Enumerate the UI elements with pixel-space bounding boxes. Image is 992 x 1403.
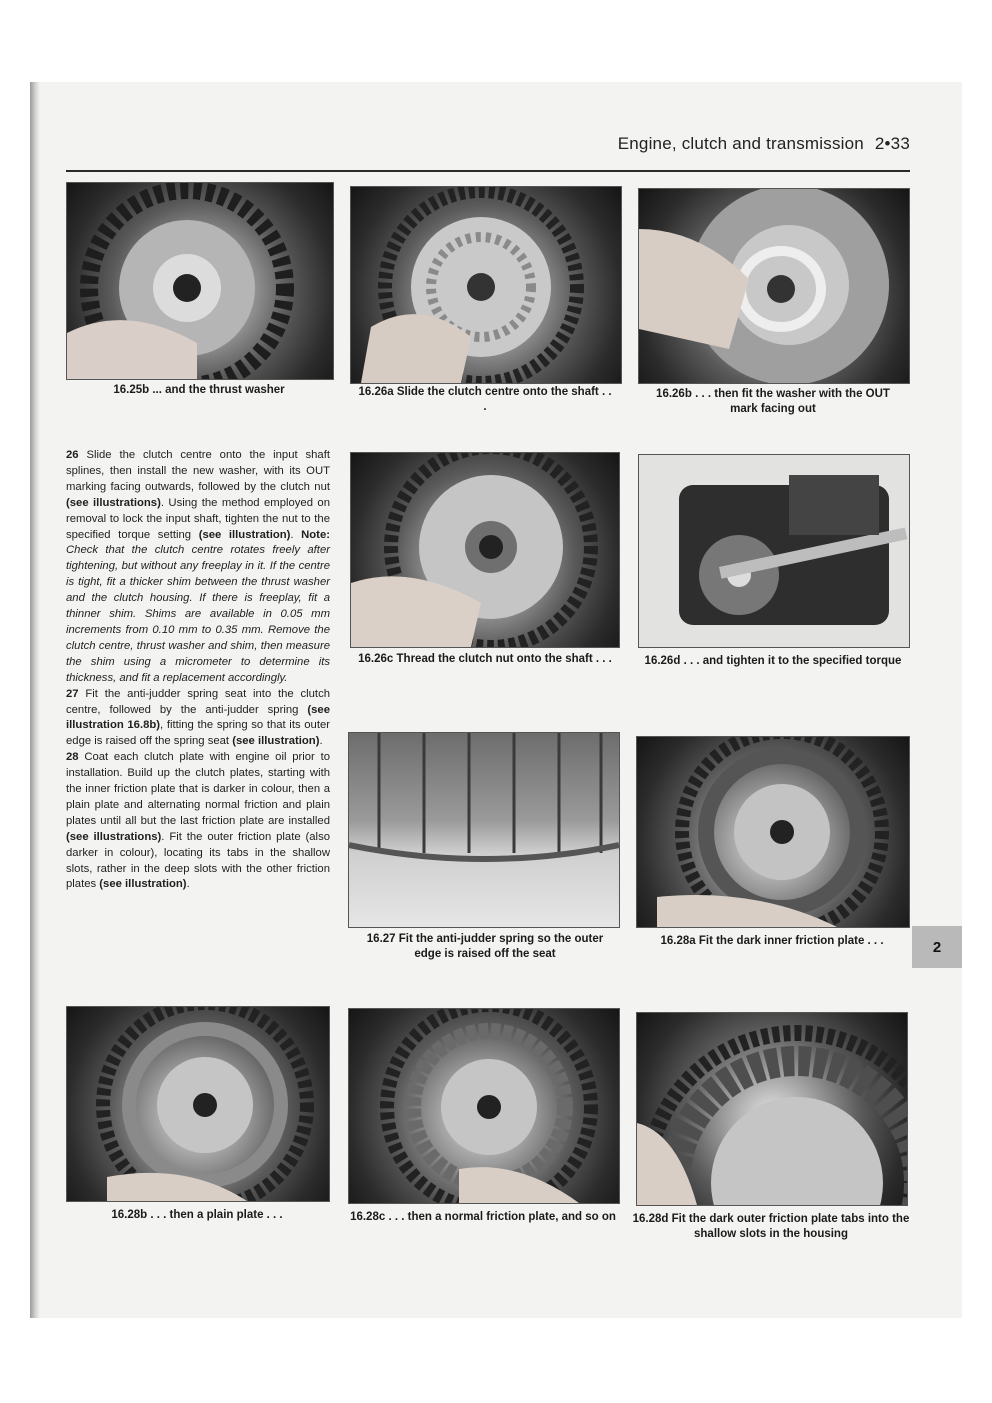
caption-16-28a xyxy=(636,934,908,949)
page-binding-shadow xyxy=(30,82,40,1318)
caption-16-25b xyxy=(66,383,332,398)
step-text: . Using the method employed on removal to lock the input shaft, tighten the nut to the specified torque setting xyxy=(66,496,330,541)
caption-number: 16.28c xyxy=(350,1211,386,1223)
caption-text: Fit the anti-judder spring so the outer edge is raised off the seat xyxy=(398,933,604,960)
header-title: Engine, clutch and transmission xyxy=(617,134,864,153)
caption-text: Thread the clutch nut onto the shaft . . . xyxy=(396,653,612,665)
step-text: Coat each clutch plate with engine oil prior to installation. Build up the clutch plates, starting with the inner friction plate that is darker in colour, then a plain plate and alternating normal friction and plain plates until all but the last friction plate are installed xyxy=(66,751,330,827)
caption-16-28d xyxy=(632,1212,910,1242)
photo-16-25b xyxy=(66,182,334,380)
step-text: . xyxy=(319,735,323,748)
illustration-ref: (see illustrations) xyxy=(66,496,161,509)
header-page-number: 2•33 xyxy=(874,134,910,153)
illustration-ref: (see illustrations) xyxy=(66,830,162,843)
illustration-ref: (see illustration 16.8b) xyxy=(66,703,330,732)
caption-16-28b xyxy=(66,1208,328,1223)
caption-16-26d xyxy=(644,654,902,669)
step-text: . xyxy=(290,528,294,541)
caption-16-26b xyxy=(644,387,902,417)
caption-text: . . . then a normal friction plate, and so on xyxy=(388,1211,616,1223)
photo-16-28d xyxy=(636,1012,908,1206)
illustration-ref: (see illustration) xyxy=(99,878,187,891)
chapter-tab: 2 xyxy=(912,926,962,968)
caption-16-26a xyxy=(356,385,614,415)
caption-text: . . . then fit the washer with the OUT mark facing out xyxy=(695,388,890,415)
photo-16-28a xyxy=(636,736,910,928)
caption-text: . . . then a plain plate . . . xyxy=(150,1209,283,1221)
caption-text: ... and the thrust washer xyxy=(152,384,285,396)
step-text: . Fit the outer friction plate (also darker in colour), locating its tabs in the shallow slots, rather in the deep slots with the other friction plates xyxy=(66,830,330,891)
step-number: 27 xyxy=(66,687,79,700)
caption-16-27 xyxy=(356,932,614,962)
caption-number: 16.28b xyxy=(111,1209,148,1221)
step-number: 28 xyxy=(66,751,79,764)
photo-16-28b xyxy=(66,1006,330,1202)
caption-number: 16.26d xyxy=(644,655,681,667)
caption-text: . . . and tighten it to the specified torque xyxy=(683,655,902,667)
photo-16-26a xyxy=(350,186,622,384)
note-text: Check that the clutch centre rotates freely after tightening, but without any freeplay in it. If the centre is tight, fit a thicker shim between the thrust washer and the clutch housing. If there is freeplay, fit a thinner shim. Shims are available in 0.05 mm increments from 0.10 mm to 0.35 mm. Remove the clutch centre, thrust washer and shim, then measure the shim using a micrometer to determine its thickness, and fit a replacement accordingly. xyxy=(66,544,330,684)
header-rule xyxy=(66,170,910,172)
photo-16-26d xyxy=(638,454,910,648)
photo-16-26c xyxy=(350,452,620,648)
step-text: Fit the anti-judder spring seat into the clutch centre, followed by the anti-judder spring xyxy=(66,687,330,716)
caption-text: Fit the dark outer friction plate tabs into the shallow slots in the housing xyxy=(671,1213,910,1240)
caption-text: Fit the dark inner friction plate . . . xyxy=(698,935,884,947)
caption-16-26c xyxy=(356,652,614,667)
caption-number: 16.25b xyxy=(113,384,150,396)
caption-number: 16.27 xyxy=(366,933,396,945)
running-header xyxy=(600,134,910,154)
photo-16-28c xyxy=(348,1008,620,1204)
step-text: Slide the clutch centre onto the input shaft splines, then install the new washer, with its OUT marking facing outwards, followed by the clutch nut xyxy=(66,449,330,493)
photo-16-27 xyxy=(348,732,620,928)
caption-number: 16.26a xyxy=(358,386,394,398)
caption-number: 16.28d xyxy=(632,1213,669,1225)
caption-number: 16.28a xyxy=(660,935,696,947)
caption-number: 16.26b xyxy=(656,388,692,400)
body-text-column xyxy=(66,448,330,893)
caption-number: 16.26c xyxy=(358,653,394,665)
step-number: 26 xyxy=(66,449,79,461)
caption-text: Slide the clutch centre onto the shaft . . . xyxy=(396,386,612,413)
paragraph-27 xyxy=(66,687,330,751)
step-text: . xyxy=(186,878,190,891)
caption-16-28c xyxy=(344,1210,622,1225)
note-label: Note: xyxy=(301,528,330,541)
illustration-ref: (see illustration) xyxy=(198,528,291,541)
step-text: , fitting the spring so that its outer edge is raised off the spring seat xyxy=(66,719,331,748)
paragraph-26 xyxy=(66,448,330,687)
paragraph-28 xyxy=(66,750,330,893)
illustration-ref: (see illustration) xyxy=(232,735,320,748)
photo-16-26b xyxy=(638,188,910,384)
